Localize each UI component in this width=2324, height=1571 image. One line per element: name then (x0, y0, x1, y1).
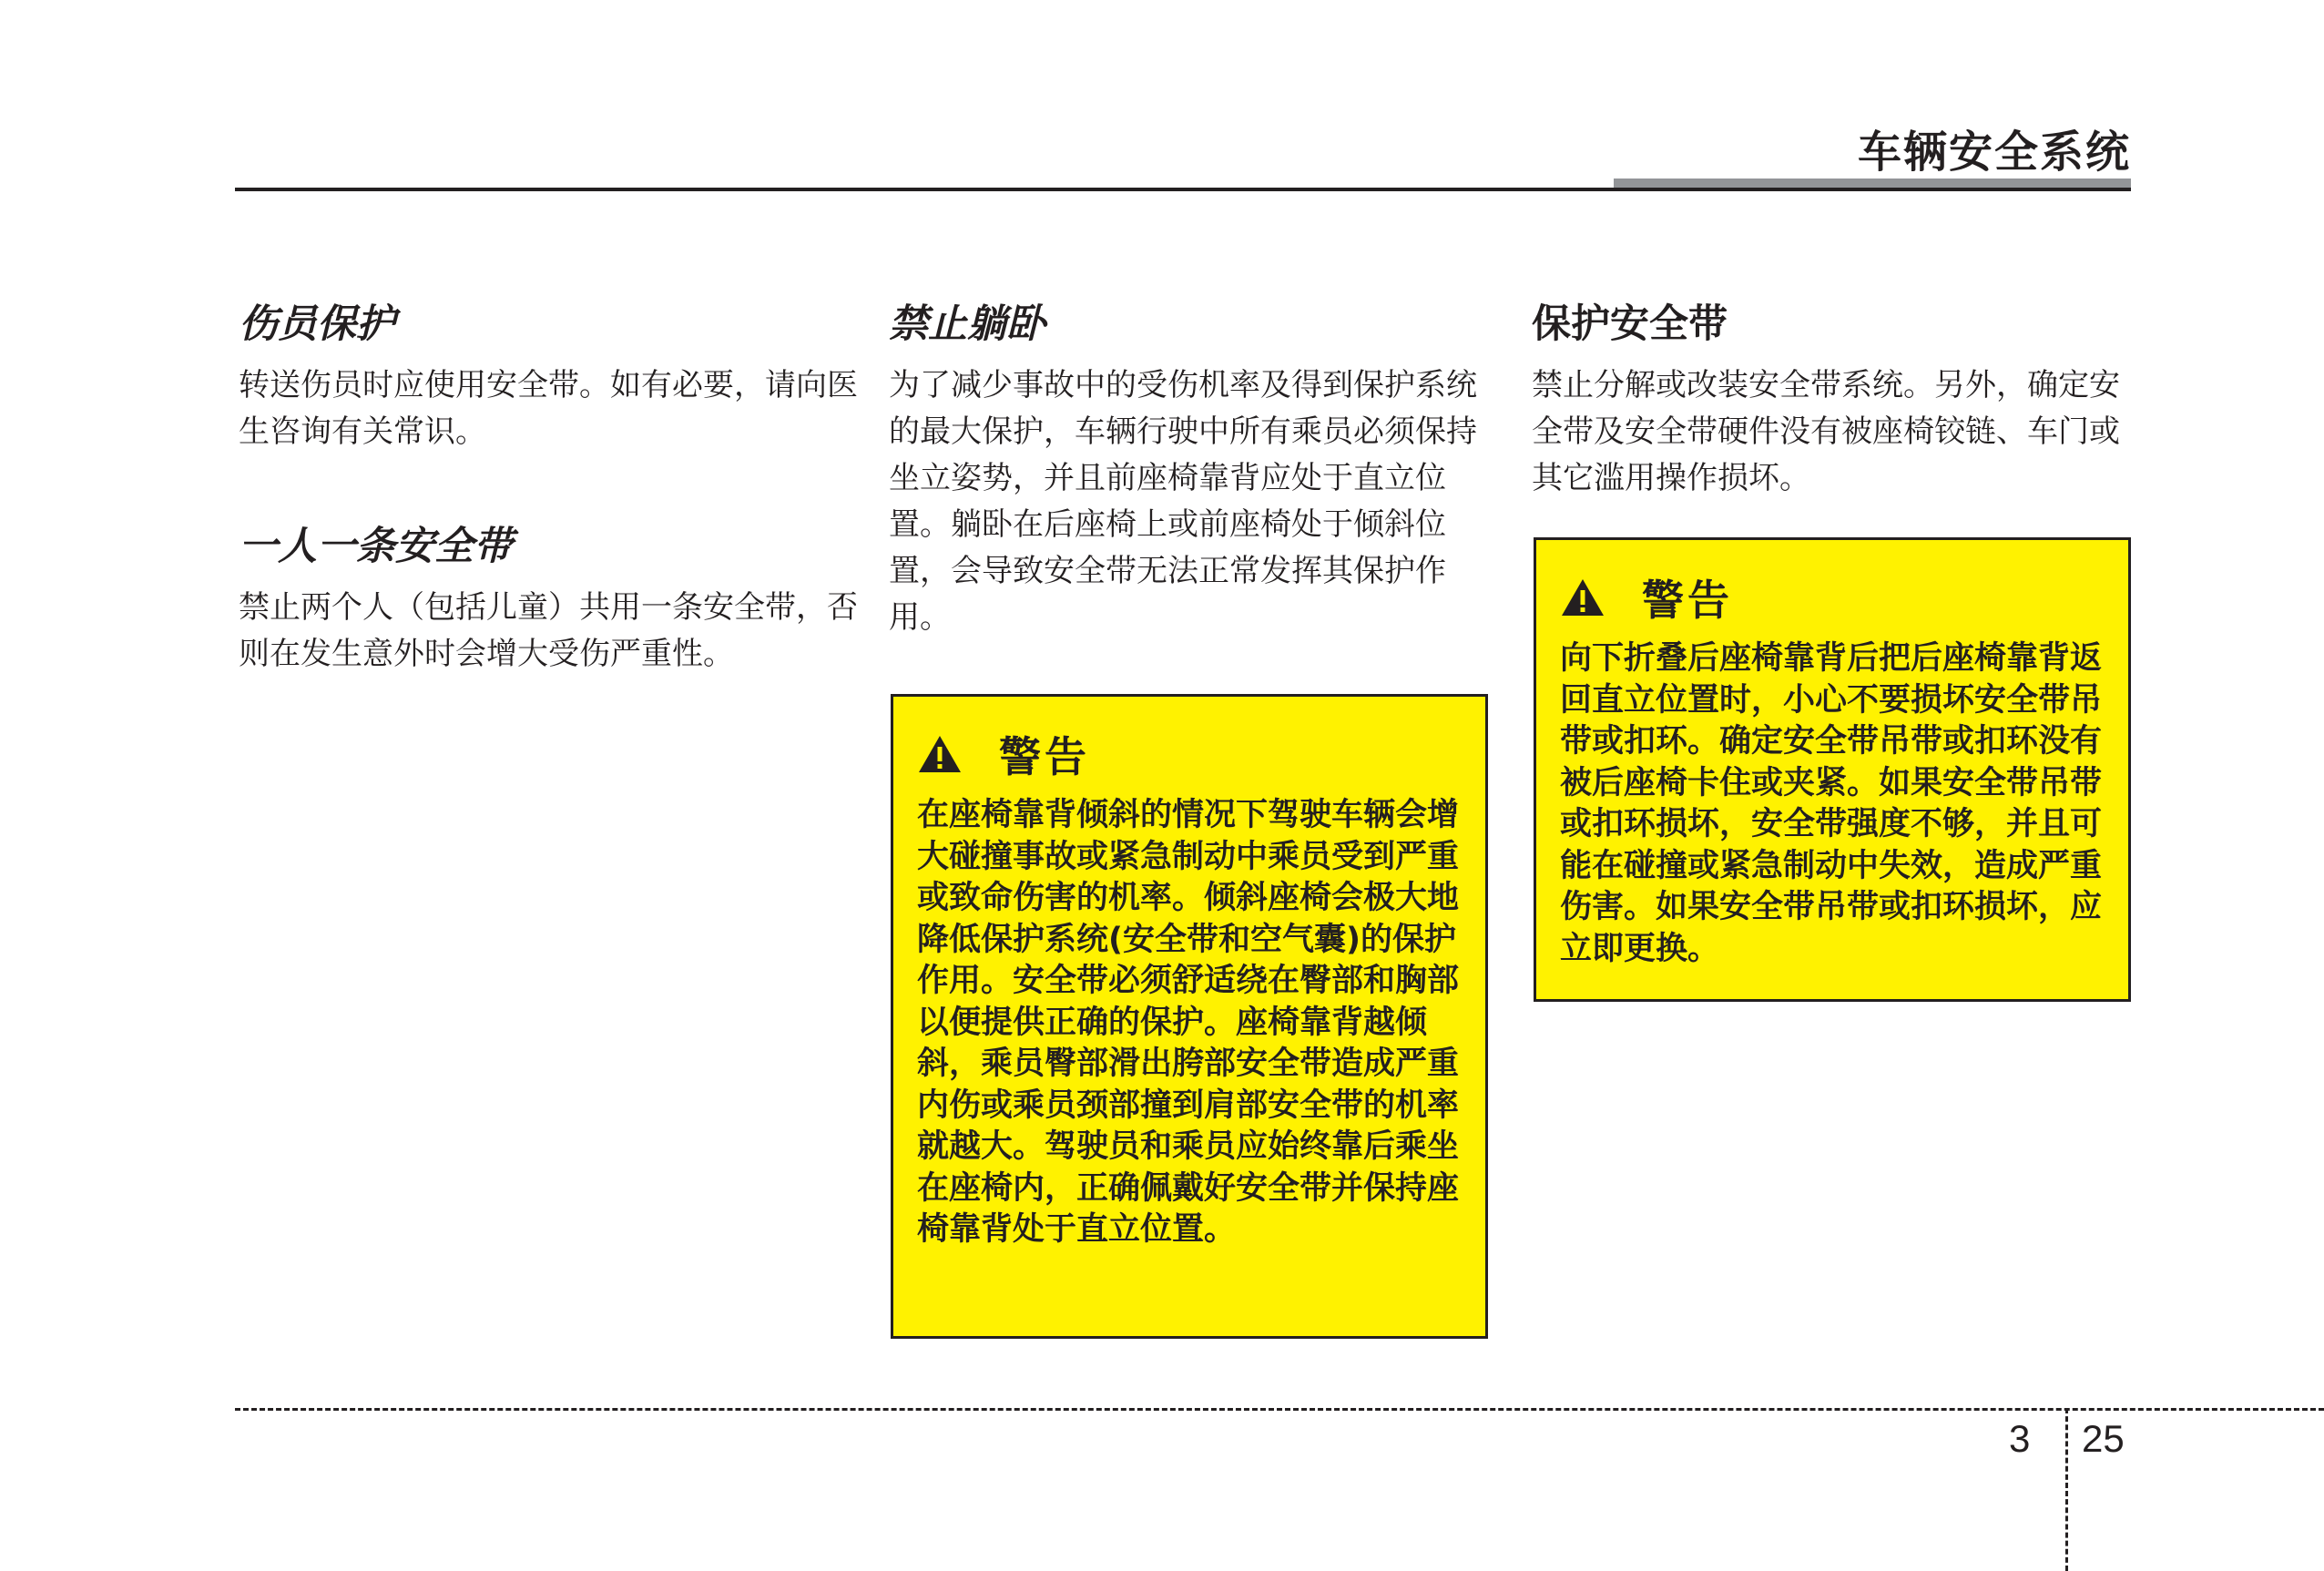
warning-triangle-icon (1560, 577, 1605, 617)
warning-box-folding (1534, 537, 2131, 1002)
footer-dashed-rule (235, 1408, 2324, 1411)
warning-header (1560, 567, 2105, 627)
page-number: 25 (2082, 1417, 2125, 1460)
section-heading-protect-seatbelt: 保护安全带 (1532, 301, 1728, 347)
warning-triangle-icon (917, 734, 963, 774)
column-middle (889, 301, 1490, 641)
warning-text-reclining: 在座椅靠背倾斜的情况下驾驶车辆会增大碰撞事故或紧急制动中乘员受到严重或致命伤害的机率。倾斜座椅会极大地降低保护系统(安全带和空气囊)的保护作用。安全带必须舒适绕在臀部和胸部以便提供正确的保护。座椅靠背越倾斜，乘员臀部滑出胯部安全带造成严重内伤或乘员颈部撞到肩部安全带的机率就越大。驾驶员和乘员应始终靠后乘坐在座椅内，正确佩戴好安全带并保持座椅靠背处于直立位置。 (917, 797, 1460, 1248)
chapter-title: 车辆安全系统 (1857, 127, 2131, 178)
section-body-protect-seatbelt: 禁止分解或改装安全带系统。另外，确定安全带及安全带硬件没有被座椅铰链、车门或其它滥用操作损坏。 (1532, 366, 2120, 496)
section-body-injured-protection: 转送伤员时应使用安全带。如有必要，请向医生咨询有关常识。 (239, 366, 858, 450)
chapter-number: 3 (2009, 1417, 2031, 1460)
warning-label: 警告 (999, 732, 1090, 781)
warning-text-folding: 向下折叠后座椅靠背后把后座椅靠背返回直立位置时，小心不要损坏安全带吊带或扣环。确定安全带吊带或扣环没有被后座椅卡住或夹紧。如果安全带吊带或扣环损坏，安全带强度不够，并且可能在碰撞或紧急制动中失效，造成严重伤害。如果安全带吊带或扣环损坏，应立即更换。 (1560, 640, 2103, 967)
column-right (1532, 301, 2133, 502)
section-heading-injured-protection: 伤员保护 (239, 301, 395, 347)
warning-label: 警告 (1642, 576, 1733, 625)
section-heading-one-belt-per-person: 一人一条安全带 (239, 523, 513, 569)
warning-box-reclining (891, 694, 1488, 1339)
section-body-one-belt-per-person: 禁止两个人（包括儿童）共用一条安全带，否则在发生意外时会增大受伤严重性。 (239, 588, 858, 672)
column-left (239, 301, 867, 678)
section-body-no-reclining: 为了减少事故中的受伤机率及得到保护系统的最大保护，车辆行驶中所有乘员必须保持坐立姿势，并且前座椅靠背应处于直立位置。躺卧在后座椅上或前座椅处于倾斜位置，会导致安全带无法正常发挥其保护作用。 (889, 366, 1477, 636)
footer-dashed-divider (2065, 1408, 2068, 1571)
section-heading-no-reclining: 禁止躺卧 (889, 301, 1045, 347)
header-rule (235, 188, 2131, 191)
warning-header (917, 724, 1462, 784)
